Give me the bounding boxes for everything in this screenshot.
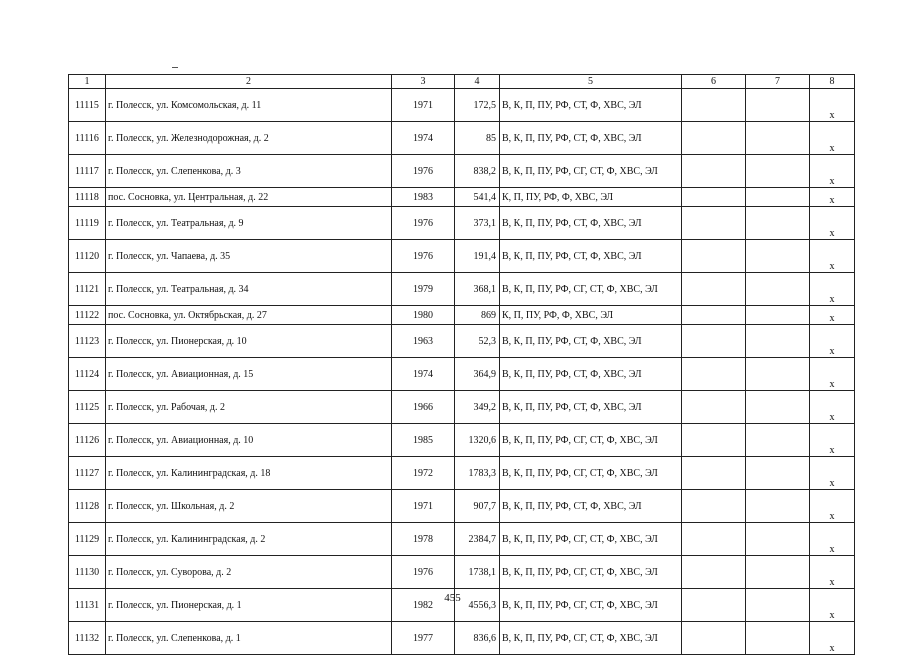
row-number: 11130 bbox=[69, 556, 106, 589]
table-row bbox=[69, 523, 855, 556]
page-number: 455 bbox=[444, 592, 461, 604]
year-cell: 1976 bbox=[392, 556, 455, 589]
systems-cell: В, К, П, ПУ, РФ, СГ, СТ, Ф, ХВС, ЭЛ bbox=[500, 273, 682, 306]
address-cell: г. Полесск, ул. Слепенкова, д. 3 bbox=[106, 155, 392, 188]
year-cell: 1976 bbox=[392, 155, 455, 188]
row-number: 11128 bbox=[69, 490, 106, 523]
year-cell: 1977 bbox=[392, 622, 455, 655]
col8-cell: х bbox=[810, 122, 855, 155]
row-number: 11121 bbox=[69, 273, 106, 306]
area-cell: 349,2 bbox=[455, 391, 500, 424]
col7-cell bbox=[746, 122, 810, 155]
year-cell: 1966 bbox=[392, 391, 455, 424]
year-cell: 1982 bbox=[392, 589, 455, 622]
address-cell: г. Полесск, ул. Железнодорожная, д. 2 bbox=[106, 122, 392, 155]
area-cell: 1320,6 bbox=[455, 424, 500, 457]
col8-cell: х bbox=[810, 391, 855, 424]
area-cell: 2384,7 bbox=[455, 523, 500, 556]
address-cell: г. Полесск, ул. Пионерская, д. 1 bbox=[106, 589, 392, 622]
systems-cell: К, П, ПУ, РФ, Ф, ХВС, ЭЛ bbox=[500, 306, 682, 325]
systems-cell: В, К, П, ПУ, РФ, СТ, Ф, ХВС, ЭЛ bbox=[500, 240, 682, 273]
col6-cell bbox=[682, 325, 746, 358]
col6-cell bbox=[682, 523, 746, 556]
systems-cell: В, К, П, ПУ, РФ, СТ, Ф, ХВС, ЭЛ bbox=[500, 122, 682, 155]
year-cell: 1976 bbox=[392, 240, 455, 273]
col8-cell: х bbox=[810, 622, 855, 655]
col7-cell bbox=[746, 240, 810, 273]
year-cell: 1980 bbox=[392, 306, 455, 325]
area-cell: 373,1 bbox=[455, 207, 500, 240]
row-number: 11122 bbox=[69, 306, 106, 325]
row-number: 11126 bbox=[69, 424, 106, 457]
area-cell: 838,2 bbox=[455, 155, 500, 188]
systems-cell: В, К, П, ПУ, РФ, СГ, СТ, Ф, ХВС, ЭЛ bbox=[500, 589, 682, 622]
header-cell: 7 bbox=[746, 75, 810, 89]
row-number: 11124 bbox=[69, 358, 106, 391]
table-row bbox=[69, 155, 855, 188]
area-cell: 1783,3 bbox=[455, 457, 500, 490]
col8-cell: х bbox=[810, 89, 855, 122]
header-cell: 2 bbox=[106, 75, 392, 89]
year-cell: 1979 bbox=[392, 273, 455, 306]
systems-cell: В, К, П, ПУ, РФ, СТ, Ф, ХВС, ЭЛ bbox=[500, 325, 682, 358]
col6-cell bbox=[682, 122, 746, 155]
address-cell: г. Полесск, ул. Школьная, д. 2 bbox=[106, 490, 392, 523]
row-number: 11132 bbox=[69, 622, 106, 655]
col8-cell: х bbox=[810, 358, 855, 391]
systems-cell: В, К, П, ПУ, РФ, СГ, СТ, Ф, ХВС, ЭЛ bbox=[500, 155, 682, 188]
systems-cell: В, К, П, ПУ, РФ, СТ, Ф, ХВС, ЭЛ bbox=[500, 358, 682, 391]
col8-cell: х bbox=[810, 589, 855, 622]
area-cell: 1738,1 bbox=[455, 556, 500, 589]
table-row bbox=[69, 122, 855, 155]
area-cell: 541,4 bbox=[455, 188, 500, 207]
area-cell: 907,7 bbox=[455, 490, 500, 523]
systems-cell: В, К, П, ПУ, РФ, СТ, Ф, ХВС, ЭЛ bbox=[500, 89, 682, 122]
year-cell: 1976 bbox=[392, 207, 455, 240]
address-cell: г. Полесск, ул. Рабочая, д. 2 bbox=[106, 391, 392, 424]
year-cell: 1974 bbox=[392, 358, 455, 391]
col6-cell bbox=[682, 622, 746, 655]
header-cell: 6 bbox=[682, 75, 746, 89]
systems-cell: В, К, П, ПУ, РФ, СТ, Ф, ХВС, ЭЛ bbox=[500, 207, 682, 240]
systems-cell: В, К, П, ПУ, РФ, СГ, СТ, Ф, ХВС, ЭЛ bbox=[500, 457, 682, 490]
col6-cell bbox=[682, 424, 746, 457]
address-cell: г. Полесск, ул. Театральная, д. 9 bbox=[106, 207, 392, 240]
col7-cell bbox=[746, 207, 810, 240]
col8-cell: х bbox=[810, 240, 855, 273]
col8-cell: х bbox=[810, 207, 855, 240]
address-cell: г. Полесск, ул. Авиационная, д. 15 bbox=[106, 358, 392, 391]
col7-cell bbox=[746, 490, 810, 523]
header-cell: 3 bbox=[392, 75, 455, 89]
header-cell: 5 bbox=[500, 75, 682, 89]
row-number: 11116 bbox=[69, 122, 106, 155]
col8-cell: х bbox=[810, 490, 855, 523]
col8-cell: х bbox=[810, 523, 855, 556]
address-cell: г. Полесск, ул. Чапаева, д. 35 bbox=[106, 240, 392, 273]
col7-cell bbox=[746, 306, 810, 325]
col7-cell bbox=[746, 325, 810, 358]
header-row bbox=[69, 75, 855, 89]
systems-cell: В, К, П, ПУ, РФ, СГ, СТ, Ф, ХВС, ЭЛ bbox=[500, 424, 682, 457]
col6-cell bbox=[682, 155, 746, 188]
col6-cell bbox=[682, 490, 746, 523]
area-cell: 364,9 bbox=[455, 358, 500, 391]
area-cell: 172,5 bbox=[455, 89, 500, 122]
address-cell: г. Полесск, ул. Суворова, д. 2 bbox=[106, 556, 392, 589]
year-cell: 1985 bbox=[392, 424, 455, 457]
col6-cell bbox=[682, 391, 746, 424]
table-row bbox=[69, 306, 855, 325]
col7-cell bbox=[746, 358, 810, 391]
col7-cell bbox=[746, 523, 810, 556]
year-cell: 1963 bbox=[392, 325, 455, 358]
row-number: 11129 bbox=[69, 523, 106, 556]
col6-cell bbox=[682, 306, 746, 325]
year-cell: 1983 bbox=[392, 188, 455, 207]
col8-cell: х bbox=[810, 306, 855, 325]
area-cell: 368,1 bbox=[455, 273, 500, 306]
col8-cell: х bbox=[810, 155, 855, 188]
year-cell: 1971 bbox=[392, 490, 455, 523]
col7-cell bbox=[746, 273, 810, 306]
year-cell: 1978 bbox=[392, 523, 455, 556]
area-cell: 4556,3 bbox=[455, 589, 500, 622]
systems-cell: В, К, П, ПУ, РФ, СГ, СТ, Ф, ХВС, ЭЛ bbox=[500, 556, 682, 589]
col8-cell: х bbox=[810, 556, 855, 589]
address-cell: г. Полесск, ул. Калининградская, д. 2 bbox=[106, 523, 392, 556]
col6-cell bbox=[682, 89, 746, 122]
table-row bbox=[69, 89, 855, 122]
area-cell: 869 bbox=[455, 306, 500, 325]
col6-cell bbox=[682, 207, 746, 240]
row-number: 11119 bbox=[69, 207, 106, 240]
area-cell: 836,6 bbox=[455, 622, 500, 655]
area-cell: 191,4 bbox=[455, 240, 500, 273]
table-row bbox=[69, 556, 855, 589]
col7-cell bbox=[746, 457, 810, 490]
col8-cell: х bbox=[810, 424, 855, 457]
systems-cell: В, К, П, ПУ, РФ, СТ, Ф, ХВС, ЭЛ bbox=[500, 490, 682, 523]
table-row bbox=[69, 457, 855, 490]
col8-cell: х bbox=[810, 273, 855, 306]
table-row bbox=[69, 325, 855, 358]
col6-cell bbox=[682, 188, 746, 207]
stray-mark bbox=[172, 67, 178, 68]
col8-cell: х bbox=[810, 188, 855, 207]
row-number: 11117 bbox=[69, 155, 106, 188]
col7-cell bbox=[746, 556, 810, 589]
table-row bbox=[69, 358, 855, 391]
col8-cell: х bbox=[810, 325, 855, 358]
area-cell: 52,3 bbox=[455, 325, 500, 358]
row-number: 11127 bbox=[69, 457, 106, 490]
col6-cell bbox=[682, 457, 746, 490]
systems-cell: В, К, П, ПУ, РФ, СГ, СТ, Ф, ХВС, ЭЛ bbox=[500, 622, 682, 655]
col8-cell: х bbox=[810, 457, 855, 490]
col7-cell bbox=[746, 391, 810, 424]
systems-cell: В, К, П, ПУ, РФ, СГ, СТ, Ф, ХВС, ЭЛ bbox=[500, 523, 682, 556]
row-number: 11123 bbox=[69, 325, 106, 358]
address-cell: пос. Сосновка, ул. Центральная, д. 22 bbox=[106, 188, 392, 207]
year-cell: 1974 bbox=[392, 122, 455, 155]
table-row bbox=[69, 273, 855, 306]
address-cell: г. Полесск, ул. Авиационная, д. 10 bbox=[106, 424, 392, 457]
year-cell: 1971 bbox=[392, 89, 455, 122]
table-row bbox=[69, 188, 855, 207]
header-cell: 4 bbox=[455, 75, 500, 89]
systems-cell: В, К, П, ПУ, РФ, СТ, Ф, ХВС, ЭЛ bbox=[500, 391, 682, 424]
col6-cell bbox=[682, 358, 746, 391]
housing-table bbox=[68, 74, 855, 655]
address-cell: г. Полесск, ул. Театральная, д. 34 bbox=[106, 273, 392, 306]
col6-cell bbox=[682, 273, 746, 306]
header-cell: 1 bbox=[69, 75, 106, 89]
row-number: 11120 bbox=[69, 240, 106, 273]
col7-cell bbox=[746, 89, 810, 122]
table-row bbox=[69, 207, 855, 240]
address-cell: пос. Сосновка, ул. Октябрьская, д. 27 bbox=[106, 306, 392, 325]
col7-cell bbox=[746, 622, 810, 655]
row-number: 11118 bbox=[69, 188, 106, 207]
row-number: 11125 bbox=[69, 391, 106, 424]
systems-cell: К, П, ПУ, РФ, Ф, ХВС, ЭЛ bbox=[500, 188, 682, 207]
address-cell: г. Полесск, ул. Калининградская, д. 18 bbox=[106, 457, 392, 490]
table-row bbox=[69, 424, 855, 457]
col7-cell bbox=[746, 188, 810, 207]
table-row bbox=[69, 622, 855, 655]
table-row bbox=[69, 240, 855, 273]
col7-cell bbox=[746, 424, 810, 457]
address-cell: г. Полесск, ул. Слепенкова, д. 1 bbox=[106, 622, 392, 655]
row-number: 11115 bbox=[69, 89, 106, 122]
col6-cell bbox=[682, 240, 746, 273]
address-cell: г. Полесск, ул. Пионерская, д. 10 bbox=[106, 325, 392, 358]
year-cell: 1972 bbox=[392, 457, 455, 490]
table-row bbox=[69, 490, 855, 523]
table-row bbox=[69, 391, 855, 424]
row-number: 11131 bbox=[69, 589, 106, 622]
col7-cell bbox=[746, 155, 810, 188]
area-cell: 85 bbox=[455, 122, 500, 155]
header-cell: 8 bbox=[810, 75, 855, 89]
address-cell: г. Полесск, ул. Комсомольская, д. 11 bbox=[106, 89, 392, 122]
col6-cell bbox=[682, 556, 746, 589]
